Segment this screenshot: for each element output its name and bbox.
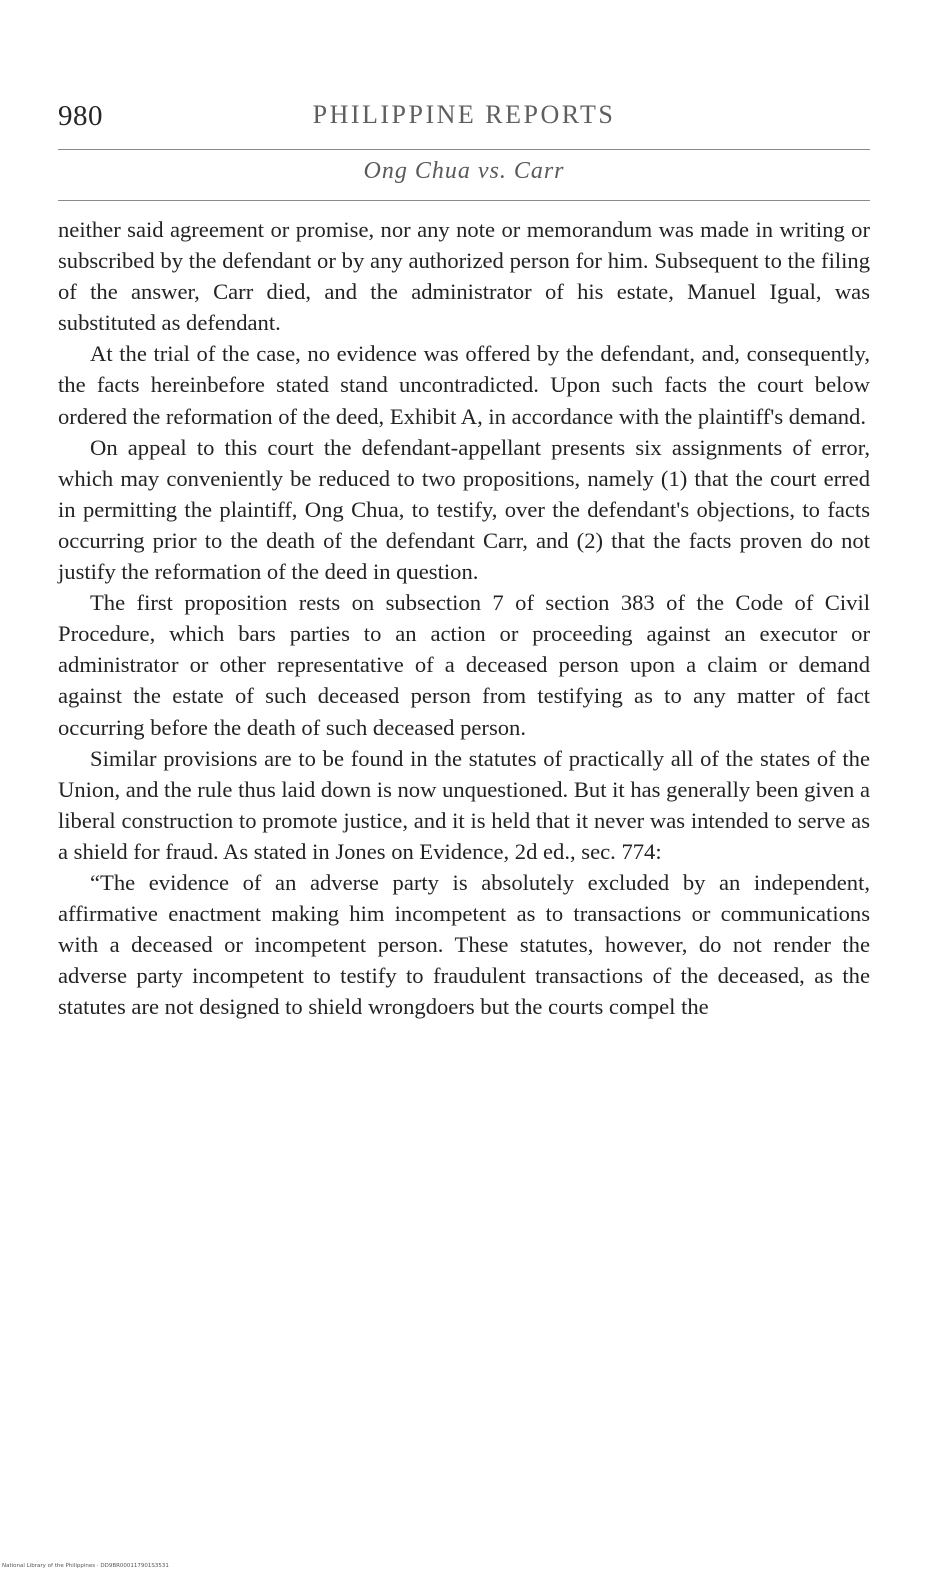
case-caption: Ong Chua vs. Carr (363, 158, 565, 184)
running-title: PHILIPPINE REPORTS (312, 100, 616, 129)
paragraph-quotation: “The evidence of an adverse party is absolutely excluded by an independent, affirmative enactment making him incompetent as to transactions or communications with a deceased or incompetent person. These statutes, however, do not render the adverse party incompetent to testify to fraudulent transactions of the deceased, as the statutes are not designed to shield wrongdoers but the courts compel the (58, 869, 870, 1020)
header-rule-top (58, 149, 870, 150)
paragraph-continuation: neither said agreement or promise, nor any note or memorandum was made in writing or subscribed by the defendant or by any authorized person for him. Subsequent to the filing of the answer, Carr died, and the administrator of his estate, Manuel Igual, was substituted as defendant. (58, 217, 870, 336)
paragraph: On appeal to this court the defendant-appellant presents six assignments of error, which may conveniently be reduced to two propositions, namely (1) that the court erred in permitting the plaintiff, Ong Chua, to testify, over the defendant's objections, to facts occurring prior to the death of the defendant Carr, and (2) that the facts proven do not justify the reformation of the deed in question. (58, 434, 870, 585)
paragraph: The first proposition rests on subsection 7 of section 383 of the Code of Civil Procedure, which bars parties to an action or proceeding against an executor or administrator or other representative of a deceased person upon a claim or demand against the estate of such deceased person from testifying as to any matter of fact occurring before the death of such deceased person. (58, 590, 870, 740)
page-header (58, 96, 870, 142)
paragraph: At the trial of the case, no evidence was offered by the defendant, and, consequently, the facts hereinbefore stated stand uncontradicted. Upon such facts the court below ordered the reformation of the deed, Exhibit A, in accordance with the plaintiff's demand. (58, 341, 870, 429)
footer-credit: National Library of the Philippines · DD9BR000117901S3531 (2, 1563, 169, 1569)
page-number: 980 (58, 100, 103, 132)
body-text (58, 214, 870, 1022)
paragraph: Similar provisions are to be found in the statutes of practically all of the states of the Union, and the rule thus laid down is now unquestioned. But it has generally been given a liberal construction to promote justice, and it is held that it never was intended to serve as a shield for fraud. As stated in Jones on Evidence, 2d ed., sec. 774: (58, 745, 870, 864)
header-rule-bottom (58, 200, 870, 201)
